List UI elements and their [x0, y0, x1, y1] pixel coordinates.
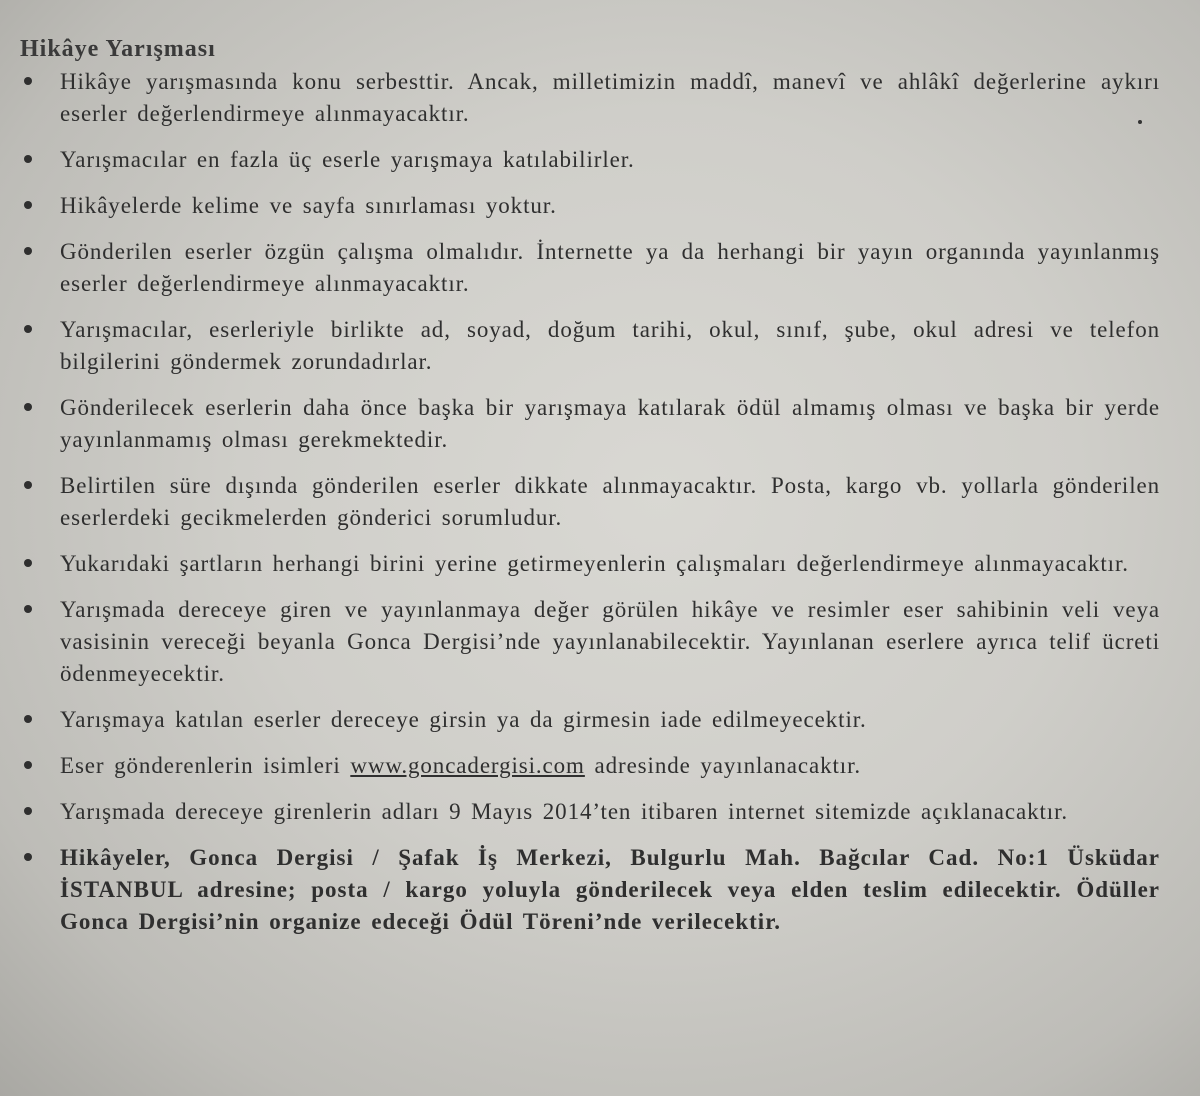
website-link[interactable]: www.goncadergisi.com: [350, 753, 585, 778]
rule-item-publication: [20, 594, 1160, 690]
rule-item-contact-info: [20, 314, 1160, 378]
bullet-icon: [24, 559, 32, 567]
bullet-icon: [24, 715, 32, 723]
rule-text: [60, 750, 1160, 782]
bullet-icon: [24, 481, 32, 489]
rule-text: Yarışmaya katılan eserler dereceye girsin ya da girmesin iade edilmeyecektir.: [60, 707, 867, 732]
rule-item-no-return: [20, 704, 1160, 736]
rule-text: Yarışmacılar, eserleriyle birlikte ad, soyad, doğum tarihi, okul, sınıf, şube, okul adresi ve telefon bilgilerini göndermek zorundadırlar.: [60, 317, 1160, 374]
rule-item-deadline: [20, 470, 1160, 534]
document-title: Hikâye Yarışması: [20, 36, 216, 62]
rule-item-entry-limit: [20, 144, 1160, 176]
rule-text: Hikâyeler, Gonca Dergisi / Şafak İş Merkezi, Bulgurlu Mah. Bağcılar Cad. No:1 Üsküdar İSTANBUL adresine; posta / kargo yoluyla gönderilecek veya elden teslim edilecektir. Ödüller Gonca Dergisi’nin organize edeceği Ödül Töreni’nde verilecektir.: [60, 845, 1160, 934]
rule-item-address: [20, 842, 1160, 938]
rule-text-after-link: adresinde yayınlanacaktır.: [584, 753, 862, 778]
rule-text: Gönderilen eserler özgün çalışma olmalıdır. İnternette ya da herhangi bir yayın organında yayınlanmış eserler değerlendirmeye alınmayacaktır.: [60, 239, 1160, 296]
rule-text: Belirtilen süre dışında gönderilen eserler dikkate alınmayacaktır. Posta, kargo vb. yollarla gönderilen eserlerdeki gecikmelerden gönderici sorumludur.: [60, 473, 1160, 530]
rule-text: Yarışmada dereceye girenlerin adları 9 Mayıs 2014’ten itibaren internet sitemizde açıklanacaktır.: [60, 799, 1069, 824]
bullet-icon: [24, 807, 32, 815]
bullet-icon: [24, 325, 32, 333]
bullet-icon: [24, 403, 32, 411]
bullet-icon: [24, 761, 32, 769]
bullet-icon: [24, 201, 32, 209]
rule-text: Gönderilecek eserlerin daha önce başka bir yarışmaya katılarak ödül almamış olması ve başka bir yerde yayınlanmamış olması gerekmektedir.: [60, 395, 1160, 452]
rule-text: Yarışmacılar en fazla üç eserle yarışmaya katılabilirler.: [60, 147, 635, 172]
rules-list: [20, 66, 1160, 938]
rule-item-conditions: [20, 548, 1160, 580]
rule-item-originality: [20, 236, 1160, 300]
rule-text-before-link: Eser gönderenlerin isimleri: [60, 753, 351, 778]
bullet-icon: [24, 77, 32, 85]
rule-item-results-date: [20, 796, 1160, 828]
bullet-icon: [24, 155, 32, 163]
rule-item-length: [20, 190, 1160, 222]
rule-item-topic: [20, 66, 1160, 130]
bullet-icon: [24, 605, 32, 613]
rule-text: Yarışmada dereceye giren ve yayınlanmaya değer görülen hikâye ve resimler eser sahibinin veli veya vasisinin vereceği beyanla Gonca Dergisi’nde yayınlanabilecektir. Yayınlanan eserlere ayrıca telif ücreti ödenmeyecektir.: [60, 597, 1160, 686]
rule-item-names-online: [20, 750, 1160, 782]
rule-text: Hikâye yarışmasında konu serbesttir. Ancak, milletimizin maddî, manevî ve ahlâkî değerlerine aykırı eserler değerlendirmeye alınmayacaktır.: [60, 69, 1160, 126]
bullet-icon: [24, 853, 32, 861]
rule-text: Hikâyelerde kelime ve sayfa sınırlaması yoktur.: [60, 193, 557, 218]
rule-item-no-prior-award: [20, 392, 1160, 456]
bullet-icon: [24, 247, 32, 255]
rule-text: Yukarıdaki şartların herhangi birini yerine getirmeyenlerin çalışmaları değerlendirmeye alınmayacaktır.: [60, 551, 1129, 576]
